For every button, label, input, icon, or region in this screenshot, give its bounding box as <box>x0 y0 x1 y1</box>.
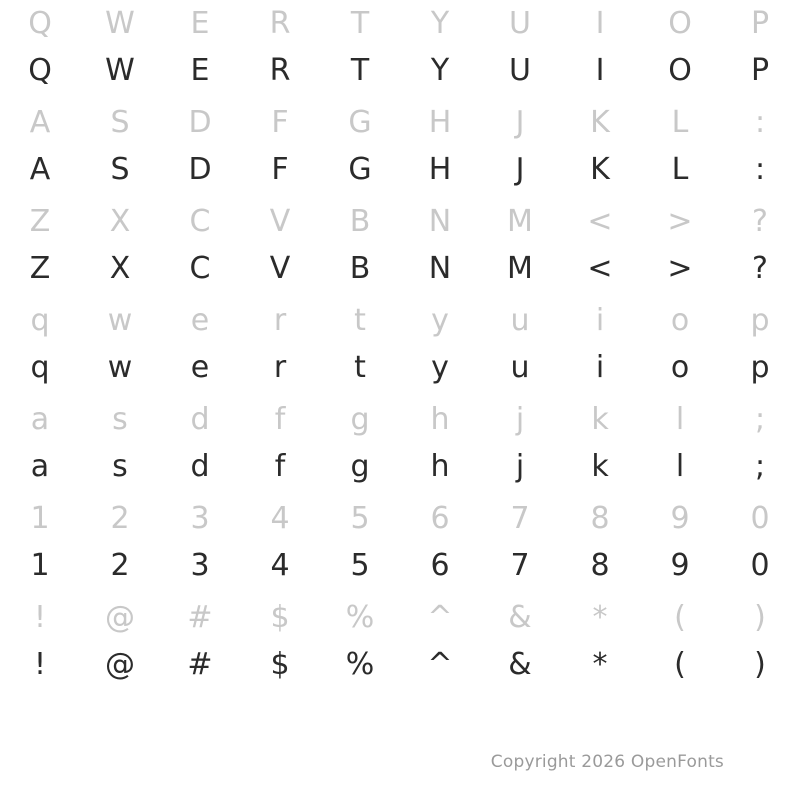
glyph-cell: f <box>274 449 286 484</box>
glyph-row-light <box>0 495 800 543</box>
glyph-cell: I <box>595 53 605 88</box>
glyph-cell: > <box>667 204 693 239</box>
glyph-cell: V <box>269 204 291 239</box>
glyph-row-dark <box>0 642 800 688</box>
glyph-row-dark <box>0 246 800 292</box>
glyph-cell: 2 <box>110 501 130 536</box>
glyph-cell: a <box>30 449 50 484</box>
glyph-cell: l <box>675 449 685 484</box>
glyph-cell: d <box>190 449 210 484</box>
glyph-cell: y <box>431 303 449 338</box>
glyph-cell: C <box>189 251 211 286</box>
glyph-cell: & <box>508 647 532 682</box>
glyph-row-light <box>0 99 800 147</box>
glyph-cell: w <box>107 350 133 385</box>
glyph-cell: O <box>668 53 692 88</box>
glyph-cell: 9 <box>670 501 690 536</box>
copyright-notice: Copyright 2026 OpenFonts <box>490 752 724 772</box>
glyph-cell: g <box>350 449 370 484</box>
glyph-row-dark <box>0 147 800 193</box>
glyph-cell: 7 <box>510 548 530 583</box>
glyph-cell: Y <box>430 53 450 88</box>
glyph-cell: k <box>591 449 609 484</box>
glyph-cell: 0 <box>750 501 770 536</box>
glyph-cell: ( <box>674 600 686 635</box>
glyph-cell: 3 <box>190 501 210 536</box>
glyph-cell: a <box>30 402 50 437</box>
glyph-cell: # <box>187 600 213 635</box>
glyph-cell: ^ <box>427 647 453 682</box>
glyph-cell: u <box>510 303 530 338</box>
glyph-cell: e <box>190 303 210 338</box>
glyph-cell: t <box>354 350 366 385</box>
glyph-cell: D <box>188 152 212 187</box>
glyph-row-pair <box>0 495 800 594</box>
glyph-cell: e <box>190 350 210 385</box>
glyph-cell: 8 <box>590 501 610 536</box>
glyph-cell: % <box>345 600 375 635</box>
glyph-cell: F <box>271 105 289 140</box>
glyph-cell: r <box>273 350 287 385</box>
glyph-cell: p <box>750 303 770 338</box>
glyph-cell: l <box>675 402 685 437</box>
glyph-cell: 4 <box>270 548 290 583</box>
glyph-cell: & <box>508 600 532 635</box>
glyph-cell: R <box>269 53 291 88</box>
glyph-cell: > <box>667 251 693 286</box>
glyph-cell: ) <box>754 600 766 635</box>
glyph-cell: s <box>112 449 128 484</box>
glyph-cell: B <box>349 251 371 286</box>
glyph-cell: N <box>428 251 452 286</box>
glyph-cell: A <box>29 152 51 187</box>
glyph-cell: D <box>188 105 212 140</box>
glyph-cell: ^ <box>427 600 453 635</box>
glyph-cell: u <box>510 350 530 385</box>
glyph-row-pair <box>0 99 800 198</box>
glyph-cell: ; <box>754 449 766 484</box>
glyph-cell: w <box>107 303 133 338</box>
glyph-cell: S <box>110 152 130 187</box>
glyph-cell: f <box>274 402 286 437</box>
glyph-cell: E <box>190 6 210 41</box>
glyph-row-pair <box>0 198 800 297</box>
glyph-cell: V <box>269 251 291 286</box>
glyph-cell: y <box>431 350 449 385</box>
glyph-cell: Q <box>28 53 52 88</box>
glyph-cell: Z <box>29 251 51 286</box>
glyph-cell: J <box>515 105 525 140</box>
glyph-cell: 7 <box>510 501 530 536</box>
glyph-cell: j <box>515 449 525 484</box>
glyph-cell: K <box>590 152 610 187</box>
glyph-cell: P <box>750 6 770 41</box>
glyph-cell: A <box>29 105 51 140</box>
glyph-cell: p <box>750 350 770 385</box>
glyph-cell: 1 <box>30 501 50 536</box>
glyph-cell: ! <box>33 600 47 635</box>
glyph-cell: % <box>345 647 375 682</box>
glyph-cell: r <box>273 303 287 338</box>
glyph-cell: S <box>110 105 130 140</box>
glyph-cell: ? <box>752 204 768 239</box>
glyph-cell: @ <box>105 647 135 682</box>
glyph-row-dark <box>0 543 800 589</box>
glyph-row-light <box>0 297 800 345</box>
glyph-cell: C <box>189 204 211 239</box>
glyph-row-pair <box>0 297 800 396</box>
glyph-cell: ! <box>33 647 47 682</box>
glyph-cell: M <box>507 204 533 239</box>
glyph-cell: s <box>112 402 128 437</box>
glyph-cell: q <box>30 303 50 338</box>
glyph-cell: T <box>350 6 370 41</box>
glyph-cell: U <box>509 53 531 88</box>
glyph-cell: h <box>430 449 450 484</box>
glyph-cell: L <box>671 152 689 187</box>
glyph-cell: 3 <box>190 548 210 583</box>
glyph-cell: q <box>30 350 50 385</box>
glyph-cell: L <box>671 105 689 140</box>
glyph-cell: o <box>670 303 690 338</box>
glyph-cell: N <box>428 204 452 239</box>
glyph-cell: W <box>105 53 135 88</box>
glyph-cell: d <box>190 402 210 437</box>
glyph-row-dark <box>0 345 800 391</box>
glyph-cell: M <box>507 251 533 286</box>
glyph-cell: 8 <box>590 548 610 583</box>
glyph-cell: i <box>595 303 605 338</box>
glyph-row-pair <box>0 594 800 693</box>
glyph-row-dark <box>0 444 800 490</box>
glyph-row-light <box>0 396 800 444</box>
glyph-cell: $ <box>270 600 290 635</box>
glyph-cell: H <box>428 152 452 187</box>
glyph-cell: R <box>269 6 291 41</box>
glyph-cell: G <box>348 105 372 140</box>
glyph-cell: J <box>515 152 525 187</box>
glyph-cell: @ <box>105 600 135 635</box>
glyph-cell: I <box>595 6 605 41</box>
glyph-cell: k <box>591 402 609 437</box>
glyph-cell: 1 <box>30 548 50 583</box>
glyph-row-dark <box>0 48 800 94</box>
glyph-cell: P <box>750 53 770 88</box>
glyph-cell: Q <box>28 6 52 41</box>
glyph-cell: 4 <box>270 501 290 536</box>
glyph-cell: Y <box>430 6 450 41</box>
glyph-cell: K <box>590 105 610 140</box>
glyph-cell: 2 <box>110 548 130 583</box>
glyph-cell: T <box>350 53 370 88</box>
glyph-cell: o <box>670 350 690 385</box>
glyph-cell: t <box>354 303 366 338</box>
glyph-row-light <box>0 0 800 48</box>
glyph-cell: : <box>754 152 766 187</box>
glyph-cell: F <box>271 152 289 187</box>
glyph-row-light <box>0 198 800 246</box>
glyph-cell: G <box>348 152 372 187</box>
glyph-cell: ? <box>752 251 768 286</box>
glyph-cell: 5 <box>350 501 370 536</box>
glyph-cell: 0 <box>750 548 770 583</box>
glyph-cell: U <box>509 6 531 41</box>
glyph-cell: 6 <box>430 548 450 583</box>
glyph-cell: * <box>592 600 608 635</box>
glyph-cell: # <box>187 647 213 682</box>
glyph-cell: 9 <box>670 548 690 583</box>
glyph-cell: Z <box>29 204 51 239</box>
glyph-cell: < <box>587 204 613 239</box>
glyph-cell: X <box>109 204 131 239</box>
glyph-cell: ( <box>674 647 686 682</box>
glyph-cell: B <box>349 204 371 239</box>
glyph-cell: i <box>595 350 605 385</box>
glyph-cell: 6 <box>430 501 450 536</box>
glyph-cell: $ <box>270 647 290 682</box>
glyph-cell: : <box>754 105 766 140</box>
glyph-cell: * <box>592 647 608 682</box>
glyph-cell: j <box>515 402 525 437</box>
glyph-row-pair <box>0 0 800 99</box>
glyph-cell: ; <box>754 402 766 437</box>
glyph-cell: h <box>430 402 450 437</box>
glyph-row-light <box>0 594 800 642</box>
glyph-row-pair <box>0 396 800 495</box>
glyph-cell: W <box>105 6 135 41</box>
glyph-cell: X <box>109 251 131 286</box>
glyph-cell: 5 <box>350 548 370 583</box>
glyph-cell: g <box>350 402 370 437</box>
glyph-cell: O <box>668 6 692 41</box>
glyph-cell: H <box>428 105 452 140</box>
glyph-cell: ) <box>754 647 766 682</box>
glyph-cell: < <box>587 251 613 286</box>
glyph-cell: E <box>190 53 210 88</box>
